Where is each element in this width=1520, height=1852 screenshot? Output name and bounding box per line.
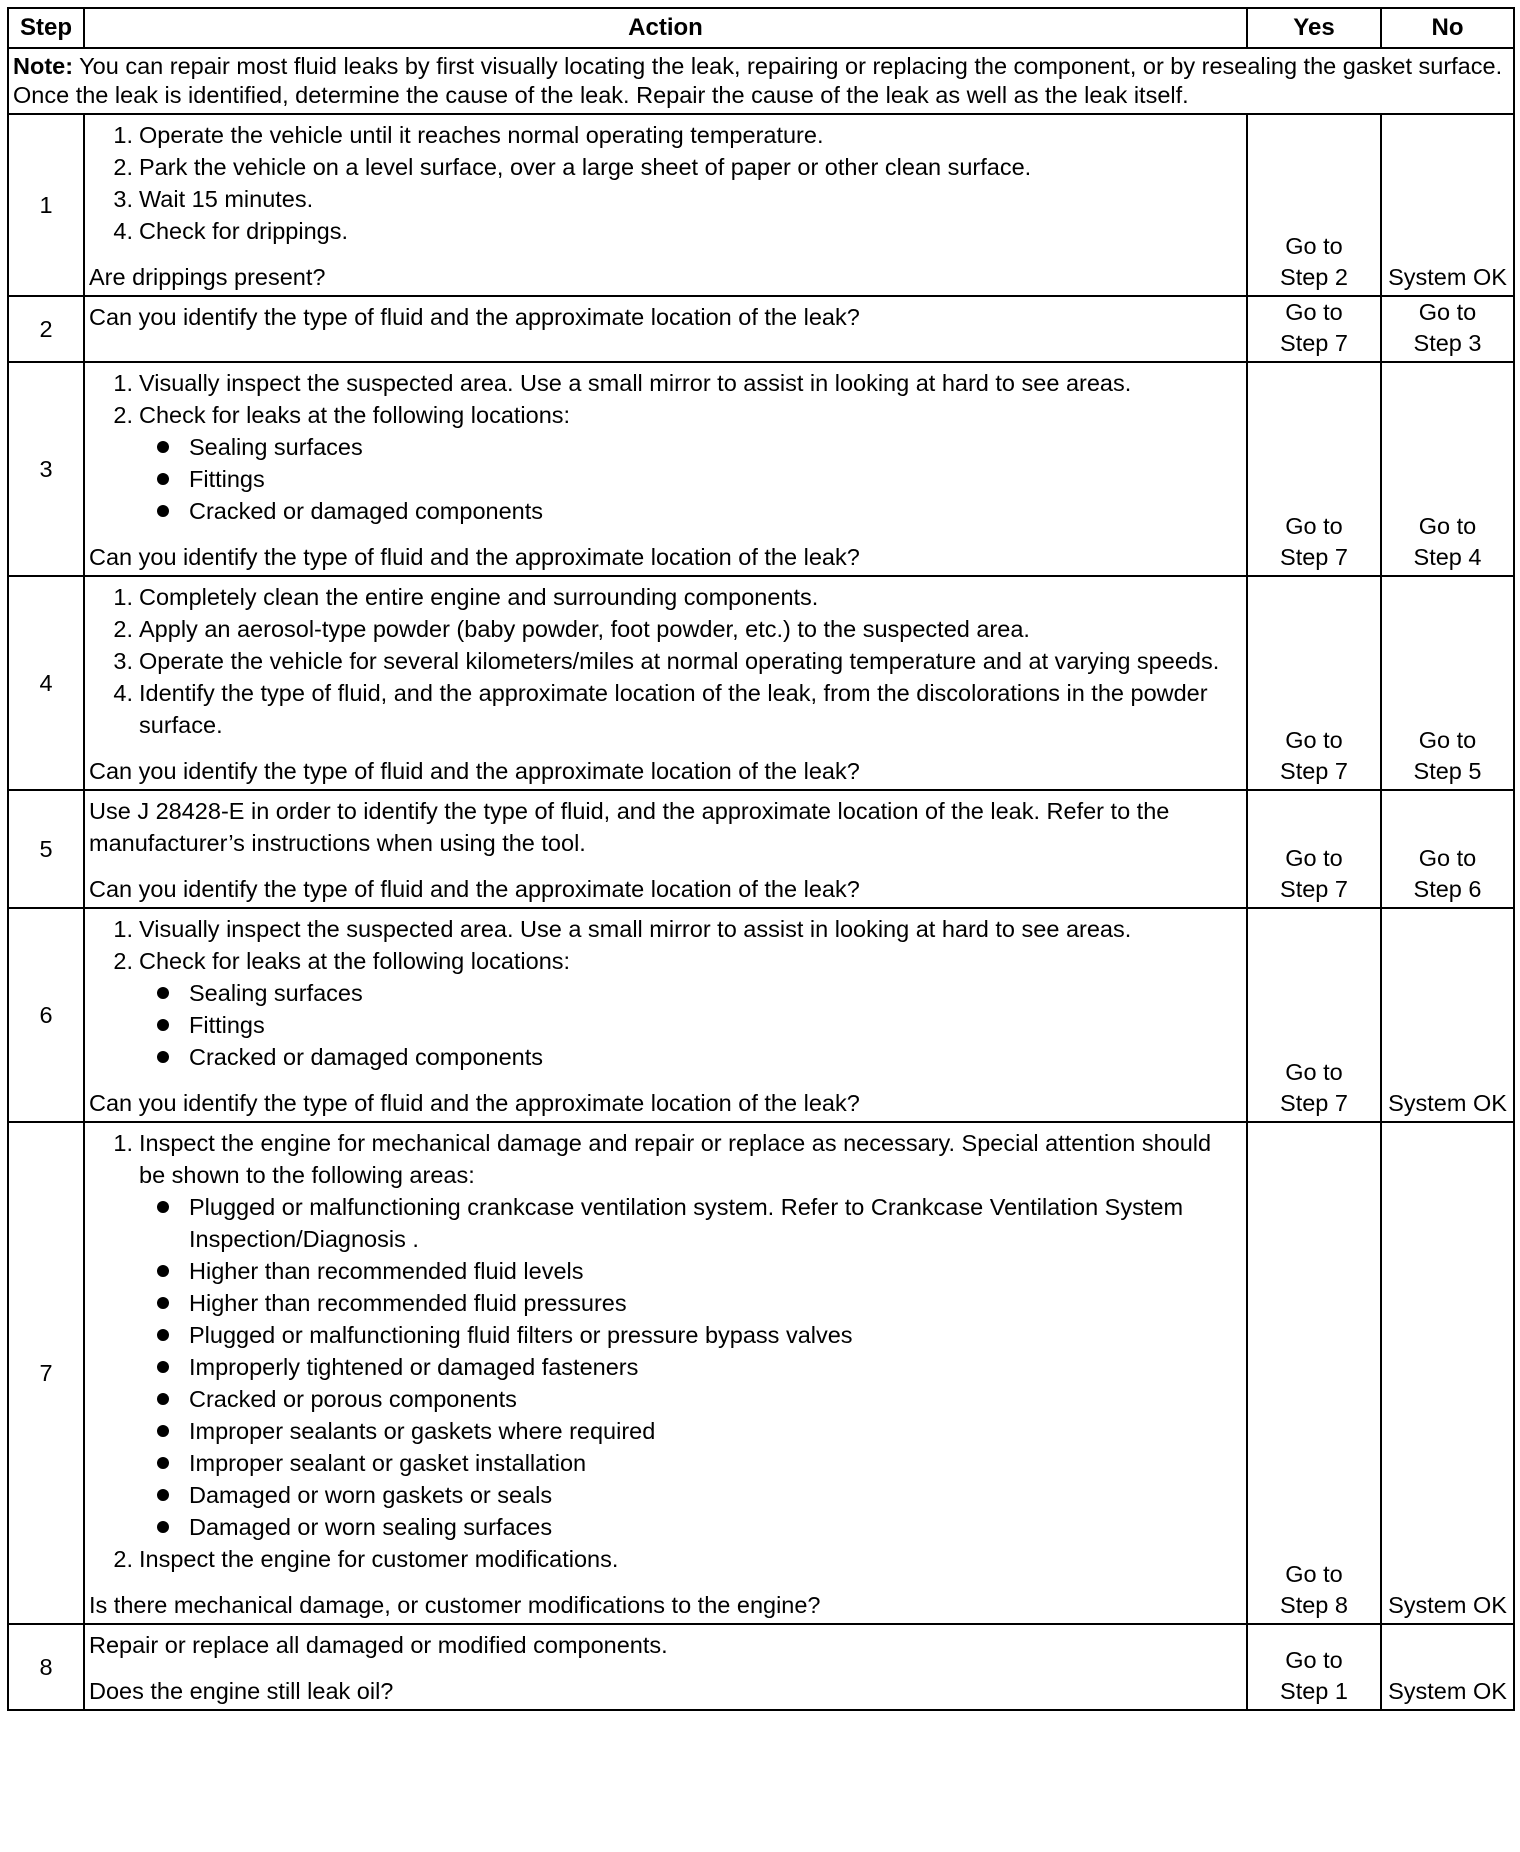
yes-result: [1247, 1624, 1381, 1710]
action-question: Can you identify the type of fluid and the approximate location of the leak?: [89, 1090, 860, 1116]
bullet-dot-icon: [157, 1361, 169, 1373]
procedure-text: Completely clean the entire engine and surrounding components.: [139, 584, 819, 610]
procedure-text: Operate the vehicle for several kilometers/miles at normal operating temperature and at varying speeds.: [139, 648, 1220, 674]
procedure-number: 1.: [113, 584, 133, 610]
action-cell: [84, 296, 1247, 362]
bullet-list: [139, 977, 1240, 1073]
step-row: [8, 296, 1514, 362]
bullet-text: Sealing surfaces: [189, 434, 363, 460]
no-result: [1381, 908, 1514, 1122]
step-number: 5: [8, 790, 84, 908]
procedure-item: [89, 581, 1240, 613]
bullet-item: [139, 1255, 1240, 1287]
yes-result-line: Go to: [1285, 1059, 1343, 1085]
procedure-item: [89, 215, 1240, 247]
procedure-text: Visually inspect the suspected area. Use a small mirror to assist in looking at hard to see areas.: [139, 916, 1132, 942]
bullet-item: [139, 1351, 1240, 1383]
yes-result-line: Step 2: [1280, 264, 1348, 290]
yes-result-line: Step 7: [1280, 544, 1348, 570]
bullet-item: [139, 1479, 1240, 1511]
yes-result: [1247, 576, 1381, 790]
yes-result: [1247, 114, 1381, 296]
no-result: [1381, 790, 1514, 908]
action-intro: Use J 28428-E in order to identify the type of fluid, and the approximate location of the leak. Refer to the manufacturer’s instructions when using the tool.: [89, 798, 1170, 856]
bullet-dot-icon: [157, 441, 169, 453]
note-cell: [8, 48, 1514, 114]
yes-result-line: Go to: [1285, 845, 1343, 871]
procedure-number: 4.: [113, 218, 133, 244]
bullet-dot-icon: [157, 1051, 169, 1063]
bullet-item: [139, 495, 1240, 527]
yes-result-line: Step 1: [1280, 1678, 1348, 1704]
bullet-text: Plugged or malfunctioning crankcase ventilation system. Refer to Crankcase Ventilation System Inspection/Diagnosis .: [189, 1194, 1184, 1252]
procedure-number: 2.: [113, 402, 133, 428]
bullet-item: [139, 1287, 1240, 1319]
step-row: [8, 114, 1514, 296]
action-question: Does the engine still leak oil?: [89, 1678, 394, 1704]
procedure-number: 4.: [113, 680, 133, 706]
note-label: Note:: [13, 53, 74, 79]
procedure-number: 2.: [113, 1546, 133, 1572]
procedure-item: [89, 645, 1240, 677]
no-result-line: Go to: [1418, 845, 1477, 871]
procedure-item: [89, 677, 1240, 741]
step-number: 7: [8, 1122, 84, 1624]
action-cell: [84, 908, 1247, 1122]
step-number: 8: [8, 1624, 84, 1710]
procedure-number: 2.: [113, 948, 133, 974]
bullet-text: Fittings: [189, 1012, 265, 1038]
procedure-number: 2.: [113, 616, 133, 642]
yes-result-line: Go to: [1285, 513, 1343, 539]
bullet-item: [139, 1191, 1240, 1255]
procedure-list: [89, 367, 1240, 527]
procedure-text: Inspect the engine for mechanical damage and repair or replace as necessary. Special attention should be shown to the following areas:: [139, 1130, 1212, 1188]
yes-result-line: Go to: [1285, 233, 1343, 259]
bullet-dot-icon: [157, 1019, 169, 1031]
bullet-item: [139, 977, 1240, 1009]
action-cell: [84, 1624, 1247, 1710]
step-number: 4: [8, 576, 84, 790]
action-question: Can you identify the type of fluid and the approximate location of the leak?: [89, 544, 860, 570]
no-result-line: Go to: [1418, 727, 1477, 753]
procedure-text: Operate the vehicle until it reaches normal operating temperature.: [139, 122, 824, 148]
action-question: Can you identify the type of fluid and the approximate location of the leak?: [89, 758, 860, 784]
bullet-item: [139, 463, 1240, 495]
bullet-dot-icon: [157, 1201, 169, 1213]
no-result: [1381, 1624, 1514, 1710]
procedure-item: [89, 913, 1240, 945]
procedure-item: [89, 119, 1240, 151]
action-cell: [84, 576, 1247, 790]
procedure-text: Check for drippings.: [139, 218, 348, 244]
procedure-list: [89, 119, 1240, 247]
bullet-text: Improper sealants or gaskets where required: [189, 1418, 656, 1444]
no-result: [1381, 362, 1514, 576]
procedure-item: [89, 945, 1240, 1073]
action-cell: [84, 362, 1247, 576]
action-question: Can you identify the type of fluid and the approximate location of the leak?: [89, 876, 860, 902]
bullet-text: Higher than recommended fluid pressures: [189, 1290, 627, 1316]
bullet-text: Cracked or porous components: [189, 1386, 517, 1412]
procedure-number: 1.: [113, 122, 133, 148]
yes-result-line: Go to: [1285, 727, 1343, 753]
procedure-text: Park the vehicle on a level surface, over a large sheet of paper or other clean surface.: [139, 154, 1032, 180]
no-result-line: System OK: [1388, 1678, 1507, 1704]
yes-result: [1247, 296, 1381, 362]
no-result-line: Step 4: [1413, 544, 1482, 570]
bullet-item: [139, 1415, 1240, 1447]
procedure-list: [89, 1127, 1240, 1575]
procedure-text: Visually inspect the suspected area. Use a small mirror to assist in looking at hard to see areas.: [139, 370, 1132, 396]
no-result-line: Go to: [1418, 299, 1477, 325]
header-row: [8, 8, 1514, 48]
bullet-text: Improper sealant or gasket installation: [189, 1450, 587, 1476]
yes-result-line: Step 8: [1280, 1592, 1348, 1618]
bullet-item: [139, 1319, 1240, 1351]
step-row: [8, 1122, 1514, 1624]
action-question: Is there mechanical damage, or customer modifications to the engine?: [89, 1592, 821, 1618]
action-question: Can you identify the type of fluid and the approximate location of the leak?: [89, 304, 860, 330]
bullet-text: Fittings: [189, 466, 265, 492]
bullet-dot-icon: [157, 505, 169, 517]
action-cell: [84, 114, 1247, 296]
procedure-number: 1.: [113, 1130, 133, 1156]
procedure-text: Check for leaks at the following locations:: [139, 402, 571, 428]
procedure-item: [89, 151, 1240, 183]
yes-result-line: Go to: [1285, 299, 1343, 325]
header-yes: Yes: [1247, 8, 1381, 48]
no-result-line: Go to: [1418, 513, 1477, 539]
no-result: [1381, 576, 1514, 790]
bullet-item: [139, 431, 1240, 463]
no-result: [1381, 1122, 1514, 1624]
yes-result-line: Step 7: [1280, 758, 1348, 784]
bullet-dot-icon: [157, 473, 169, 485]
no-result: [1381, 114, 1514, 296]
yes-result-line: Go to: [1285, 1647, 1343, 1673]
procedure-number: 2.: [113, 154, 133, 180]
step-row: [8, 908, 1514, 1122]
action-intro: Repair or replace all damaged or modified components.: [89, 1632, 668, 1658]
procedure-item: [89, 367, 1240, 399]
no-result-line: Step 3: [1413, 330, 1482, 356]
procedure-text: Identify the type of fluid, and the approximate location of the leak, from the discolorations in the powder surface.: [139, 680, 1208, 738]
action-question: Are drippings present?: [89, 264, 326, 290]
yes-result: [1247, 790, 1381, 908]
bullet-dot-icon: [157, 1265, 169, 1277]
bullet-text: Sealing surfaces: [189, 980, 363, 1006]
yes-result-line: Step 7: [1280, 330, 1348, 356]
no-result-line: System OK: [1388, 1090, 1507, 1116]
action-cell: [84, 790, 1247, 908]
bullet-text: Damaged or worn sealing surfaces: [189, 1514, 553, 1540]
yes-result-line: Go to: [1285, 1561, 1343, 1587]
procedure-text: Wait 15 minutes.: [139, 186, 314, 212]
bullet-dot-icon: [157, 1393, 169, 1405]
procedure-text: Inspect the engine for customer modifications.: [139, 1546, 619, 1572]
yes-result: [1247, 1122, 1381, 1624]
procedure-number: 3.: [113, 648, 133, 674]
yes-result: [1247, 362, 1381, 576]
bullet-text: Damaged or worn gaskets or seals: [189, 1482, 553, 1508]
bullet-dot-icon: [157, 1521, 169, 1533]
step-number: 3: [8, 362, 84, 576]
no-result-line: System OK: [1388, 264, 1507, 290]
procedure-item: [89, 399, 1240, 527]
header-step: Step: [8, 8, 84, 48]
procedure-item: [89, 1543, 1240, 1575]
action-cell: [84, 1122, 1247, 1624]
step-number: 1: [8, 114, 84, 296]
no-result-line: Step 5: [1413, 758, 1482, 784]
bullet-dot-icon: [157, 1489, 169, 1501]
step-row: [8, 790, 1514, 908]
procedure-number: 1.: [113, 370, 133, 396]
bullet-list: [139, 1191, 1240, 1543]
bullet-item: [139, 1511, 1240, 1543]
bullet-item: [139, 1383, 1240, 1415]
diagnostic-table: [7, 7, 1515, 1711]
bullet-text: Higher than recommended fluid levels: [189, 1258, 584, 1284]
note-row: [8, 48, 1514, 114]
bullet-dot-icon: [157, 1329, 169, 1341]
bullet-text: Cracked or damaged components: [189, 1044, 544, 1070]
bullet-text: Plugged or malfunctioning fluid filters or pressure bypass valves: [189, 1322, 853, 1348]
procedure-text: Check for leaks at the following locations:: [139, 948, 571, 974]
note-text: You can repair most fluid leaks by first visually locating the leak, repairing or replacing the component, or by resealing the gasket surface. Once the leak is identified, determine the cause of the leak. Repair the cause of the leak as well as the leak itself.: [13, 53, 1503, 108]
procedure-item: [89, 1127, 1240, 1543]
procedure-number: 1.: [113, 916, 133, 942]
bullet-item: [139, 1009, 1240, 1041]
bullet-dot-icon: [157, 987, 169, 999]
step-row: [8, 362, 1514, 576]
bullet-list: [139, 431, 1240, 527]
diagnostic-table-sheet: [7, 7, 1513, 1711]
yes-result-line: Step 7: [1280, 1090, 1348, 1116]
bullet-item: [139, 1447, 1240, 1479]
bullet-text: Cracked or damaged components: [189, 498, 544, 524]
bullet-dot-icon: [157, 1425, 169, 1437]
step-row: [8, 576, 1514, 790]
procedure-number: 3.: [113, 186, 133, 212]
bullet-dot-icon: [157, 1457, 169, 1469]
procedure-text: Apply an aerosol-type powder (baby powder, foot powder, etc.) to the suspected area.: [139, 616, 1030, 642]
step-number: 2: [8, 296, 84, 362]
bullet-item: [139, 1041, 1240, 1073]
yes-result: [1247, 908, 1381, 1122]
header-action: Action: [84, 8, 1247, 48]
step-number: 6: [8, 908, 84, 1122]
bullet-text: Improperly tightened or damaged fasteners: [189, 1354, 639, 1380]
bullet-dot-icon: [157, 1297, 169, 1309]
no-result-line: System OK: [1388, 1592, 1507, 1618]
header-no: No: [1381, 8, 1514, 48]
procedure-list: [89, 913, 1240, 1073]
no-result-line: Step 6: [1413, 876, 1482, 902]
yes-result-line: Step 7: [1280, 876, 1348, 902]
procedure-list: [89, 581, 1240, 741]
procedure-item: [89, 183, 1240, 215]
procedure-item: [89, 613, 1240, 645]
step-row: [8, 1624, 1514, 1710]
no-result: [1381, 296, 1514, 362]
